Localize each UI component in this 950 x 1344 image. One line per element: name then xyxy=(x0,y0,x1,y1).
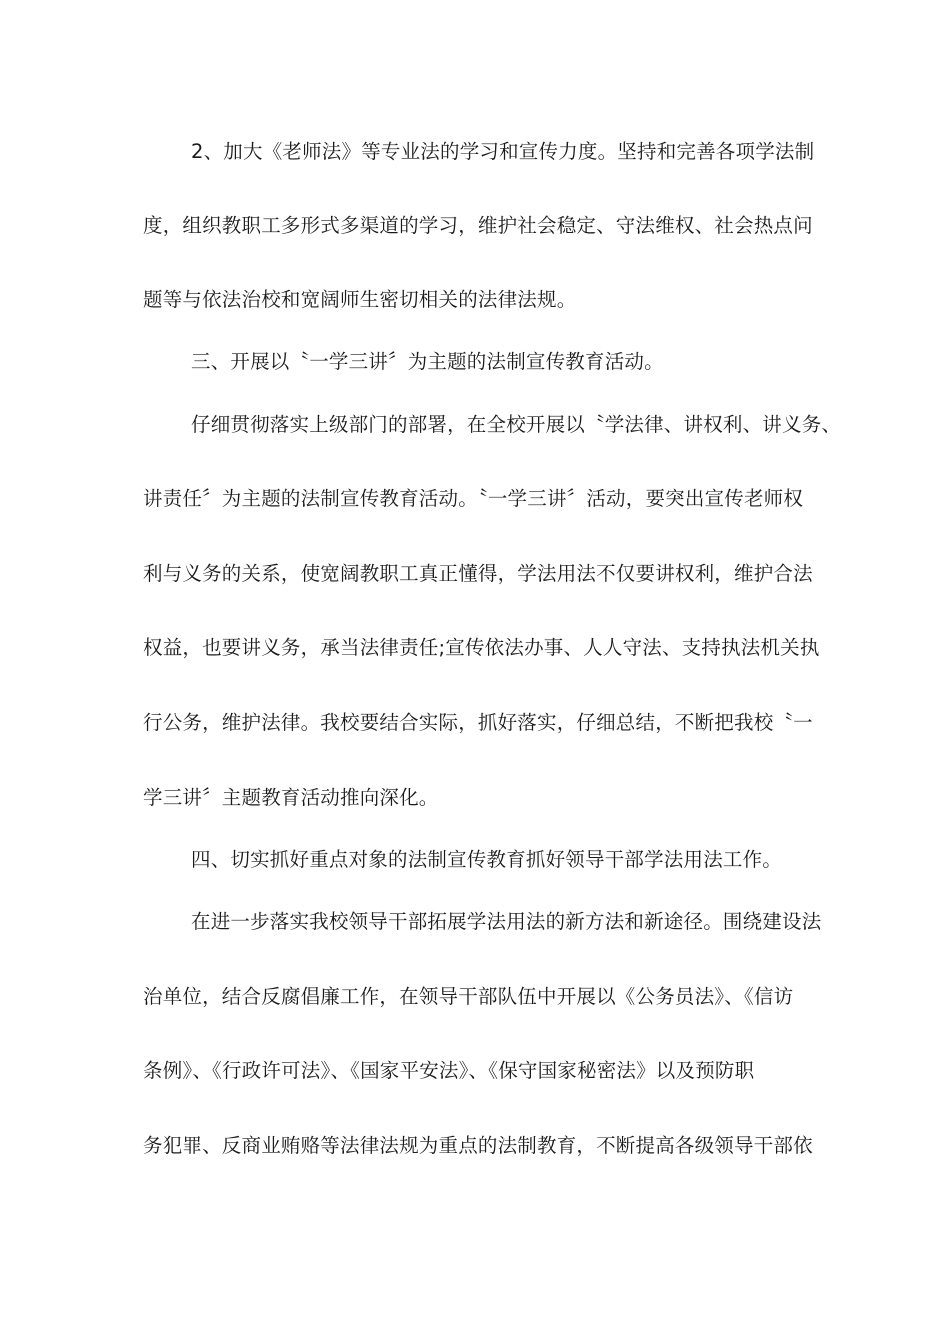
section-heading-3: 三、开展以〝一学三讲〞为主题的法制宣传教育活动。 xyxy=(191,350,664,373)
paragraph-line-12: 在进一步落实我校领导干部拓展学法用法的新方法和新途径。围绕建设法 xyxy=(191,910,822,933)
paragraph-line-14: 条例》、《行政许可法》、《国家平安法》、《保守国家秘密法》以及预防职 xyxy=(143,1059,755,1082)
paragraph-line-3: 题等与依法治校和宽阔师生密切相关的法律法规。 xyxy=(143,288,577,311)
paragraph-line-9: 行公务，维护法律。我校要结合实际，抓好落实，仔细总结，不断把我校〝一 xyxy=(143,711,813,734)
paragraph-line-2: 度，组织教职工多形式多渠道的学习，维护社会稳定、守法维权、社会热点问 xyxy=(143,214,813,237)
paragraph-line-8: 权益，也要讲义务，承当法律责任;宣传依法办事、人人守法、支持执法机关执 xyxy=(143,636,820,659)
section-heading-4: 四、切实抓好重点对象的法制宣传教育抓好领导干部学法用法工作。 xyxy=(191,848,783,871)
paragraph-line-5: 仔细贯彻落实上级部门的部署，在全校开展以〝学法律、讲权利、讲义务、 xyxy=(191,413,842,436)
paragraph-line-7: 利与义务的关系，使宽阔教职工真正懂得，学法用法不仅要讲权利，维护合法 xyxy=(143,562,813,585)
paragraph-line-10: 学三讲〞主题教育活动推向深化。 xyxy=(143,786,439,809)
paragraph-line-15: 务犯罪、反商业贿赂等法律法规为重点的法制教育，不断提高各级领导干部依 xyxy=(143,1134,813,1157)
paragraph-line-13: 治单位，结合反腐倡廉工作，在领导干部队伍中开展以《公务员法》、《信访 xyxy=(143,985,794,1008)
paragraph-line-6: 讲责任〞为主题的法制宣传教育活动。〝一学三讲〞活动，要突出宣传老师权 xyxy=(143,487,804,510)
paragraph-line-1: 2、加大《老师法》等专业法的学习和宣传力度。坚持和完善各项学法制 xyxy=(191,140,815,163)
